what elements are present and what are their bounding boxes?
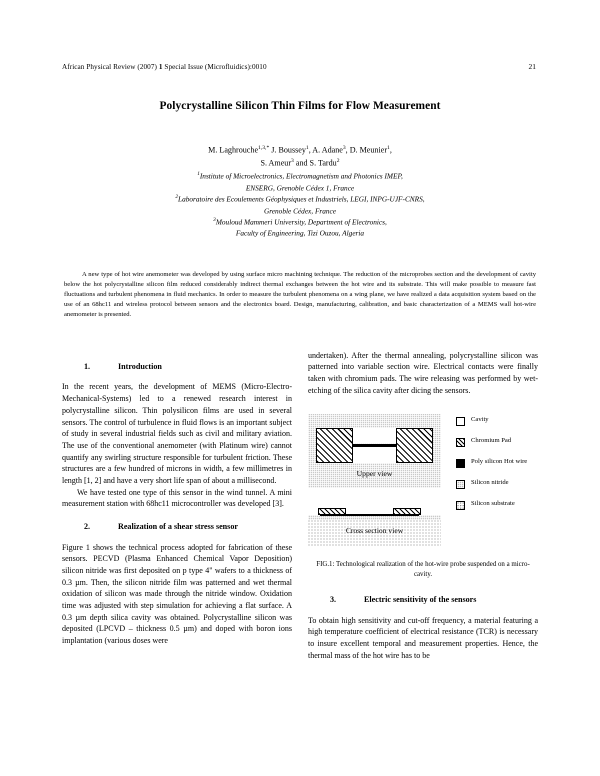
silicon-substrate-swatch-icon <box>456 501 465 510</box>
author-tardu-affil: 2 <box>336 158 340 165</box>
section-title: Realization of a shear stress sensor <box>118 521 238 531</box>
chromium-pad-swatch-icon <box>456 438 465 447</box>
author-adane-affil: 3 <box>342 145 346 151</box>
section-number: 3. <box>330 594 337 604</box>
abstract-text: A new type of hot wire anemometer was developed by using surface micro machining technique. The reduction of the microprobes section and the development of cavity below the hot polycrystalline silicon film reduced considerably indirect thermal exchanges between the hot wire and its substrate. This will make possible to measure fast fluctuations and turbulent phenomena in fluid mechanics. In order to measure the turbulent phenomena on a wing plane, we have realized a data acquisition system based on the use of an 68hc11 and wireless protocol between sensors and the electronics board. Design, manufacturing, calibration, and basic characterization of a MEMS wall hot-wire anemometer is presented. <box>64 270 536 318</box>
journal-reference-pre: African Physical Review (2007) <box>62 63 159 71</box>
right-column <box>308 350 538 662</box>
figure-caption: FIG.1: Technological realization of the hot-wire probe suspended on a micro-cavity. <box>316 561 530 579</box>
running-head <box>62 62 538 71</box>
figure-body <box>308 414 538 547</box>
paragraph: Figure 1 shows the technical process adopted for fabrication of these sensors. PECVD (Plasma Enhanced Chemical Vapor Deposition) silicon nitride was first deposited on p type 4" wafers to a thickness of 0.3 µm. Then, the silicon nitride film was patterned and wet thermal oxidation of silicon was made through the nitride window. Oxidation time was adjusted with step simulation for achieving a flat surface. A 0.3 µm depth silica cavity was obtained. Polycrystalline silicon was deposited (LPCVD – thickness 0.5 µm) and doped with boron ions implantation (various doses were <box>62 542 292 646</box>
legend-item-cavity <box>456 416 538 426</box>
left-column <box>62 350 292 662</box>
figure-1 <box>308 414 538 580</box>
legend-label: Poly silicon Hot wire <box>471 458 528 466</box>
author-meunier-affil: 1 <box>387 145 390 151</box>
affiliation-item <box>62 171 538 182</box>
legend-item-silicon-nitride <box>456 479 538 489</box>
author-tardu: and S. Tardu <box>293 158 337 168</box>
author-laghrouche: M. Laghrouche <box>208 145 259 155</box>
page-number: 21 <box>528 62 536 71</box>
chromium-pad-left <box>318 508 346 515</box>
legend-label: Silicon substrate <box>471 500 515 508</box>
section-number: 1. <box>84 361 91 371</box>
author-boussey-affil: 1 <box>305 145 309 151</box>
cavity-swatch-icon <box>456 417 465 426</box>
affiliation-item <box>62 183 538 194</box>
author-meunier: , D. Meunier <box>345 145 388 155</box>
journal-volume: 1 <box>158 63 163 71</box>
author-laghrouche-affil: 1,3,* <box>258 145 270 151</box>
section-title: Introduction <box>118 361 162 371</box>
silicon-nitride-swatch-icon <box>456 480 465 489</box>
affiliation-text: Laboratoire des Ecoulements Géophysiques et Industriels, LEGI, INPG-UJF-CNRS, <box>178 194 425 204</box>
legend-label: Cavity <box>471 416 489 424</box>
cavity-region-top <box>350 428 398 443</box>
author-ameur-affil: 3 <box>291 158 294 165</box>
affiliation-text: Mouloud Mammeri University, Department of Electronics, <box>215 217 387 227</box>
author-adane: , A. Adane <box>308 145 343 155</box>
chromium-pad-left <box>316 428 353 463</box>
section-heading-realization <box>62 521 292 533</box>
legend-item-chromium-pad <box>456 437 538 447</box>
legend-item-silicon-substrate <box>456 500 538 510</box>
section-title: Electric sensitivity of the sensors <box>364 594 477 604</box>
legend-label: Chromium Pad <box>471 437 512 445</box>
poly-silicon-hot-wire <box>352 444 397 447</box>
author-list <box>62 144 538 170</box>
affiliation-list <box>62 171 538 239</box>
author-line-2 <box>62 157 538 170</box>
section-heading-electric-sensitivity <box>308 594 538 606</box>
page-content <box>62 62 538 661</box>
cavity-region-bottom <box>350 447 398 463</box>
body-columns <box>62 350 538 662</box>
legend-item-poly-silicon-hot-wire <box>456 458 538 468</box>
paragraph: To obtain high sensitivity and cut-off frequency, a material featuring a high temperature coefficient of electrical resistance (TCR) is necessary to insure excellent temporal and measurement properties. Hence, the thermal mass of the hot wire has to be <box>308 615 538 660</box>
upper-view-label: Upper view <box>356 469 393 479</box>
cross-section-label: Cross section view <box>345 526 404 536</box>
journal-reference-post: Special Issue (Microfluidics):0010 <box>162 63 267 71</box>
paragraph: undertaken). After the thermal annealing, polycrystalline silicon was patterned into variable section wire. Electrical contacts were finally taken with chromium pads. The wire releasing was performed by wet-etching of the silica cavity after dicing the sensors. <box>308 350 538 395</box>
section-number: 2. <box>84 521 91 531</box>
author-line-1 <box>62 144 538 157</box>
legend-label: Silicon nitride <box>471 479 509 487</box>
affiliation-marker: 2 <box>175 194 179 201</box>
abstract <box>62 270 538 320</box>
paragraph: We have tested one type of this sensor in the wind tunnel. A mini measurement station with 68hc11 microcontroller was developed [3]. <box>62 487 292 509</box>
author-boussey: J. Boussey <box>269 145 306 155</box>
affiliation-text: Grenoble Cédex, France <box>263 205 337 215</box>
affiliation-marker: 1 <box>197 171 200 178</box>
affiliation-item <box>62 228 538 239</box>
affiliation-text: Institute of Microelectronics, Electromagnetism and Photonics IMEP, <box>199 171 403 181</box>
affiliation-marker: 3 <box>213 216 216 223</box>
cross-section-diagram <box>308 503 441 547</box>
journal-reference <box>62 63 267 71</box>
figure-legend <box>456 414 538 510</box>
author-line-1-end: , <box>389 145 392 155</box>
page-title: Polycrystalline Silicon Thin Films for Flow Measurement <box>159 100 441 112</box>
figure-graphics <box>308 414 444 547</box>
affiliation-item <box>62 206 538 217</box>
upper-view-diagram <box>308 414 441 488</box>
section-heading-introduction <box>62 361 292 373</box>
poly-silicon-swatch-icon <box>456 459 465 468</box>
chromium-pad-right <box>393 508 421 515</box>
paragraph: In the recent years, the development of MEMS (Micro-Electro-Mechanical-Systems) led to a renewed research interest in polycrystalline silicon. Thin polysilicon films are used in several sensors. The control of turbulence in fluid flows is an important subject of study in several industrial fields such as civil and military aviation. The use of the conventional anemometer (with Platinum wire) cannot quantify any swirling structure responsible for turbulent friction. These structures are a few hundred of microns in width, a few millimetres in length [1, 2] and have a very short life span of about a millisecond. <box>62 382 292 485</box>
author-ameur: S. Ameur <box>260 158 292 168</box>
affiliation-text: Faculty of Engineering, Tizi Ouzou, Algeria <box>235 228 365 238</box>
affiliation-item <box>62 217 538 228</box>
affiliation-text: ENSERG, Grenoble Cédex 1, France <box>245 183 355 193</box>
chromium-pad-right <box>396 428 433 463</box>
affiliation-item <box>62 194 538 205</box>
